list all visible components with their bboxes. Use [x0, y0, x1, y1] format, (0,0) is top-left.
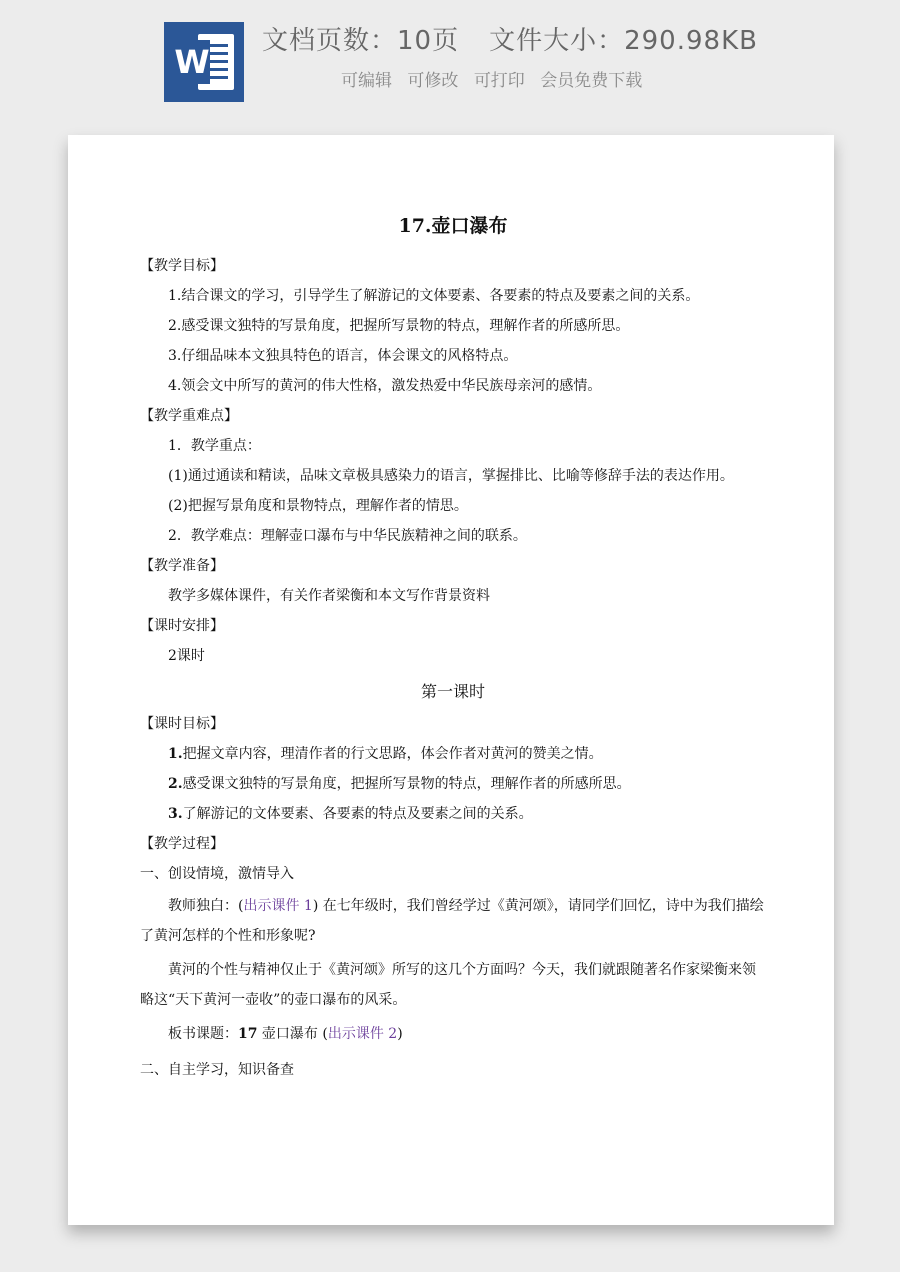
board-number: 17: [238, 1026, 258, 1042]
goal-item: 3.仔细品味本文独具特色的语言，体会课文的风格特点。: [168, 348, 518, 364]
key-point-detail: (1)通过通读和精读，品味文章极具感染力的语言，掌握排比、比喻等修辞手法的表达作用。: [168, 468, 734, 484]
word-doc-icon: [164, 22, 244, 102]
preparation-text: 教学多媒体课件，有关作者梁衡和本文写作背景资料: [168, 588, 490, 604]
page-count: 文档页数：10页: [262, 26, 460, 56]
feature-tags: [341, 66, 642, 91]
file-meta: [262, 20, 758, 57]
goal-text: 把握文章内容，理清作者的行文思路，体会作者对黄河的赞美之情。: [182, 746, 603, 762]
board-text: 壶口瀑布 (: [257, 1026, 328, 1042]
document-body: [140, 213, 766, 1085]
slide-reference-2: 出示课件 2: [327, 1026, 398, 1042]
document-page: [68, 135, 834, 1225]
section-heading: 【教学重难点】: [140, 408, 238, 424]
tag-modifiable: 可修改: [407, 71, 459, 91]
lesson-goal: [140, 769, 766, 799]
document-title: 17.壶口瀑布: [398, 215, 508, 237]
download-banner: [0, 0, 900, 125]
section-heading: 【课时安排】: [140, 618, 224, 634]
goal-text: 了解游记的文体要素、各要素的特点及要素之间的关系。: [182, 806, 533, 822]
section-heading: 【教学过程】: [140, 836, 224, 852]
goal-number: 1.: [168, 746, 183, 762]
intro-rest: ) 在七年级时，我们曾经学过《黄河颂》，请同学们回忆，诗中为我们描绘了黄河怎样的个性和形象呢?: [140, 898, 764, 944]
tag-editable: 可编辑: [341, 71, 392, 91]
lesson-goal: [140, 799, 766, 829]
difficult-point: 2．教学难点：理解壶口瀑布与中华民族精神之间的联系。: [168, 528, 527, 544]
goal-number: 3.: [168, 806, 183, 822]
tag-member-free: 会员免费下载: [540, 71, 643, 91]
board-label: 板书课题：: [168, 1026, 238, 1042]
file-size: 文件大小：290.98KB: [489, 26, 758, 56]
step-heading: 一、创设情境，激情导入: [140, 866, 294, 882]
goal-item: 4.领会文中所写的黄河的伟大性格，激发热爱中华民族母亲河的感情。: [168, 378, 602, 394]
section-heading: 【教学准备】: [140, 558, 224, 574]
goal-item: 2.感受课文独特的写景角度，把握所写景物的特点，理解作者的所感所思。: [168, 318, 630, 334]
lesson-goal: [140, 739, 766, 769]
key-point-detail: (2)把握写景角度和景物特点，理解作者的情思。: [168, 498, 468, 514]
slide-reference-1: 出示课件 1: [243, 898, 313, 914]
intro-paragraph-2: 黄河的个性与精神仅止于《黄河颂》所写的这几个方面吗？今天，我们就跟随著名作家梁衡来领略这“天下黄河一壶收”的壶口瀑布的风采。: [140, 962, 756, 1008]
board-close: ): [397, 1026, 403, 1042]
lesson-heading: 第一课时: [420, 682, 485, 701]
board-title: [140, 1019, 766, 1049]
goal-text: 感受课文独特的写景角度，把握所写景物的特点，理解作者的所感所思。: [182, 776, 631, 792]
section-heading: 【课时目标】: [140, 716, 224, 732]
section-heading: 【教学目标】: [140, 258, 224, 274]
tag-printable: 可打印: [473, 71, 525, 91]
intro-paragraph: [140, 891, 766, 951]
step-heading: 二、自主学习，知识备查: [140, 1062, 294, 1078]
word-letter: W: [174, 40, 210, 84]
intro-lead: 教师独白：(: [168, 898, 244, 914]
hours-text: 2课时: [168, 648, 205, 664]
goal-number: 2.: [168, 776, 183, 792]
key-point: 1．教学重点：: [168, 438, 261, 454]
goal-item: 1.结合课文的学习，引导学生了解游记的文体要素、各要素的特点及要素之间的关系。: [168, 288, 700, 304]
